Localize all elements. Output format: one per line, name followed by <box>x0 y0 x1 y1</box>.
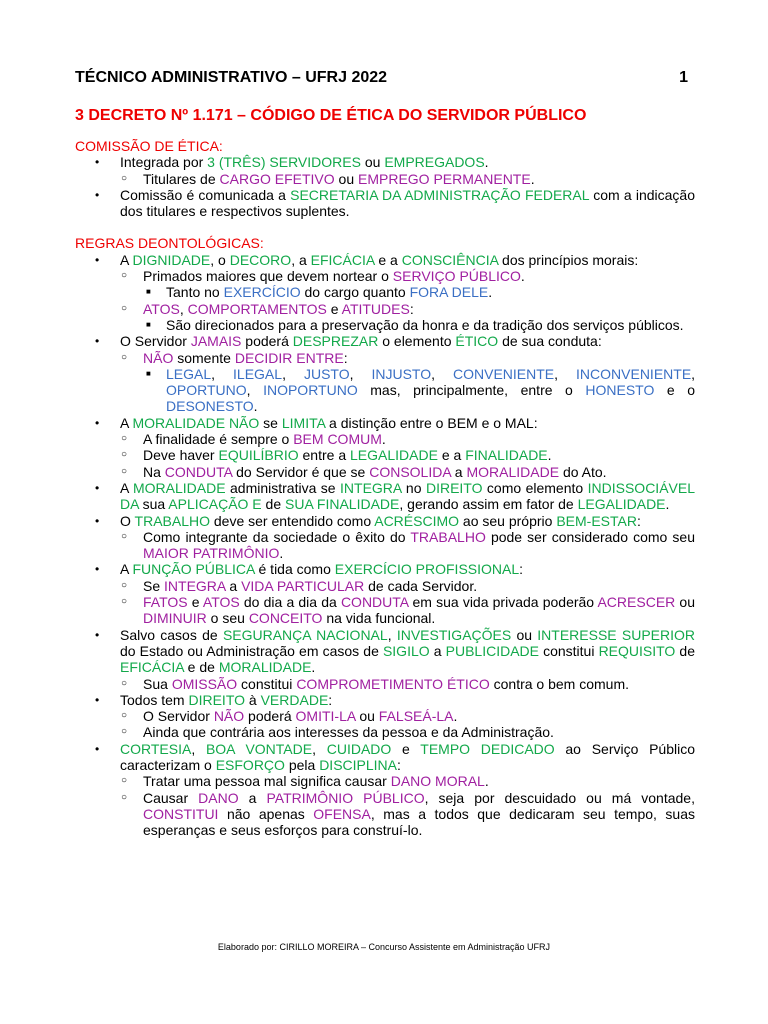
text-run: A <box>120 479 133 496</box>
highlighted-term: LEGALIDADE <box>577 496 666 513</box>
text-run: , <box>691 365 696 382</box>
highlighted-term: COMPORTAMENTOS <box>187 300 327 317</box>
bullet-item <box>75 154 695 170</box>
text-run: e o <box>654 382 696 399</box>
highlighted-term: INOPORTUNO <box>263 382 358 399</box>
highlighted-term: INCONVENIENTE <box>576 365 692 382</box>
bullet-item <box>75 627 695 676</box>
highlighted-term: BOA VONTADE <box>205 740 313 757</box>
highlighted-term: EXERCÍCIO <box>223 284 301 301</box>
text-run: , <box>179 300 188 317</box>
text-run: e a <box>437 447 466 464</box>
text-run: A finalidade é sempre o <box>143 431 294 448</box>
text-run: não apenas <box>218 805 314 822</box>
text-run: Como integrante da sociedade o êxito do <box>143 528 411 545</box>
text-run: O <box>120 512 135 529</box>
text-run: a <box>450 463 467 480</box>
text-run: , gerando assim em fator de <box>399 496 578 513</box>
text-run: e <box>326 300 342 317</box>
sub-bullet-item <box>75 708 695 724</box>
highlighted-term: ATITUDES <box>341 300 410 317</box>
highlighted-term: FATOS <box>143 594 188 611</box>
highlighted-term: ACRÉSCIMO <box>374 512 460 529</box>
text-run: do Ato. <box>559 463 607 480</box>
text-run: do dia a dia da <box>239 594 341 611</box>
text-run: ou <box>511 626 538 643</box>
highlighted-term: MORALIDADE <box>466 463 560 480</box>
highlighted-term: OMISSÃO <box>171 675 238 692</box>
text-run: do cargo quanto <box>300 284 410 301</box>
text-run: Primados maiores que devem nortear o <box>143 268 393 285</box>
text-run: : <box>636 512 641 529</box>
highlighted-term: DIREITO <box>188 691 246 708</box>
text-run: . <box>453 708 458 725</box>
highlighted-term: OFENSA <box>313 805 371 822</box>
sub-bullet-item <box>75 578 695 594</box>
text-run: e a <box>374 251 402 268</box>
sub-bullet-item <box>75 594 695 627</box>
text-run: a <box>225 577 242 594</box>
highlighted-term: OPORTUNO <box>166 382 247 399</box>
text-run: Todos tem <box>120 691 189 708</box>
sub-bullet-item <box>75 773 695 789</box>
text-run: na vida funcional. <box>322 610 436 627</box>
text-run: o elemento <box>378 333 456 350</box>
highlighted-term: EMPREGO PERMANENTE <box>358 170 531 187</box>
highlighted-term: DANO <box>198 789 239 806</box>
text-run: ao seu próprio <box>459 512 557 529</box>
highlighted-term: LIMITA <box>281 414 326 431</box>
text-run: , <box>211 365 234 382</box>
text-run: dos princípios morais: <box>498 251 639 268</box>
text-run: em sua vida privada poderão <box>408 594 598 611</box>
highlighted-term: CONDUTA <box>340 594 409 611</box>
text-run: à <box>245 691 261 708</box>
highlighted-term: VIDA PARTICULAR <box>241 577 365 594</box>
highlighted-term: 3 (TRÊS) SERVIDORES <box>207 154 361 171</box>
text-run: é tida como <box>254 561 335 578</box>
text-run: . <box>547 447 552 464</box>
text-run: O Servidor <box>143 708 214 725</box>
highlighted-term: ÉTICO <box>455 333 499 350</box>
highlighted-term: INDISSOCIÁVEL DA <box>120 479 695 513</box>
text-run: Deve haver <box>143 447 219 464</box>
bullet-item <box>75 187 695 220</box>
bullet-item <box>75 252 695 268</box>
page-header <box>75 68 695 88</box>
highlighted-term: SIGILO <box>382 642 430 659</box>
text-run: São direcionados para a preservação da honra e da tradição dos serviços públicos. <box>166 316 684 333</box>
text-run: , <box>282 365 304 382</box>
sub-bullet-item <box>75 790 695 839</box>
highlighted-term: SERVIÇO PÚBLICO <box>392 268 521 285</box>
text-run: ou <box>360 154 385 171</box>
text-run: sua <box>138 496 169 513</box>
highlighted-term: DESPREZAR <box>292 333 379 350</box>
text-run: : <box>328 691 333 708</box>
sub-bullet-item <box>75 676 695 692</box>
highlighted-term: EMPREGADOS <box>384 154 485 171</box>
text-run: a <box>238 789 267 806</box>
highlighted-term: DISCIPLINA <box>319 756 397 773</box>
page-number: 1 <box>679 69 688 86</box>
sub-bullet-item <box>75 431 695 447</box>
highlighted-term: ATOS <box>143 300 180 317</box>
bullet-item <box>75 561 695 577</box>
bullet-item <box>75 415 695 431</box>
text-run: como elemento <box>482 479 588 496</box>
text-run: poderá <box>241 333 293 350</box>
highlighted-term: DIMINUIR <box>143 610 207 627</box>
highlighted-term: TEMPO DEDICADO <box>420 740 555 757</box>
text-run: se <box>259 414 282 431</box>
highlighted-term: MORALIDADE <box>132 414 226 431</box>
highlighted-term: INVESTIGAÇÕES <box>396 626 512 643</box>
highlighted-term: FUNÇÃO PÚBLICA <box>132 561 255 578</box>
sub-bullet-item <box>75 350 695 366</box>
text-run: Titulares de <box>143 170 220 187</box>
highlighted-term: SECRETARIA DA ADMINISTRAÇÃO FEDERAL <box>290 186 589 203</box>
section-heading: COMISSÃO DE ÉTICA: <box>75 138 223 154</box>
highlighted-term: PATRIMÔNIO PÚBLICO <box>266 789 425 806</box>
text-run: . <box>253 398 258 415</box>
highlighted-term: PUBLICIDADE <box>445 642 539 659</box>
text-run: pode ser considerado como seu <box>485 528 696 545</box>
text-run: , <box>246 382 264 399</box>
highlighted-term: BEM-ESTAR <box>556 512 637 529</box>
highlighted-term: FALSEÁ-LA <box>378 708 454 725</box>
text-run: Comissão é comunicada a <box>120 186 291 203</box>
text-run: : <box>397 756 401 773</box>
header-title: TÉCNICO ADMINISTRATIVO – UFRJ 2022 <box>75 69 388 86</box>
highlighted-term: DIREITO <box>425 479 483 496</box>
sub-bullet-item <box>75 268 695 284</box>
highlighted-term: JAMAIS <box>190 333 242 350</box>
sub-sub-bullet-item <box>75 284 695 300</box>
text-run: Na <box>143 463 165 480</box>
highlighted-term: MORALIDADE <box>218 659 312 676</box>
text-run: : <box>409 300 414 317</box>
text-run: A <box>120 414 133 431</box>
text-run: mas, principalmente, entre o <box>357 382 586 399</box>
text-run: : <box>519 561 524 578</box>
text-run: somente <box>173 349 235 366</box>
highlighted-term: NÃO <box>213 708 245 725</box>
highlighted-term: INTEGRA <box>164 577 226 594</box>
highlighted-term: EFICÁCIA <box>120 659 184 676</box>
highlighted-term: FINALIDADE <box>465 447 548 464</box>
highlighted-term: INTEGRA <box>340 479 402 496</box>
sub-bullet-item <box>75 724 695 740</box>
sub-bullet-item <box>75 447 695 463</box>
highlighted-term: EFICÁCIA <box>310 251 375 268</box>
highlighted-term: NÃO <box>143 349 174 366</box>
text-run: , a <box>291 251 311 268</box>
text-run: entre a <box>298 447 350 464</box>
text-run: poderá <box>244 708 296 725</box>
text-run: constitui <box>539 642 599 659</box>
text-run: ou <box>355 708 379 725</box>
text-run: Ainda que contrária aos interesses da pessoa e da Administração. <box>143 724 554 741</box>
text-run: O Servidor <box>120 333 191 350</box>
sub-sub-bullet-item <box>75 317 695 333</box>
text-run: , o <box>210 251 230 268</box>
text-run: a <box>429 642 446 659</box>
highlighted-term: TRABALHO <box>134 512 210 529</box>
text-run: Integrada por <box>120 154 208 171</box>
highlighted-term: ESFORÇO <box>215 756 285 773</box>
text-run: a distinção entre o BEM e o MAL: <box>325 414 538 431</box>
text-run: . <box>665 496 670 513</box>
text-run: . <box>381 431 386 448</box>
highlighted-term: EXERCÍCIO PROFISSIONAL <box>334 561 520 578</box>
highlighted-term: INJUSTO <box>371 365 432 382</box>
highlighted-term: CORTESIA <box>120 740 192 757</box>
highlighted-term: SUA FINALIDADE <box>285 496 400 513</box>
sub-sub-bullet-item <box>75 366 695 415</box>
text-run: no <box>401 479 426 496</box>
highlighted-term: CARGO EFETIVO <box>219 170 335 187</box>
sub-bullet-item <box>75 464 695 480</box>
text-run: Causar <box>143 789 199 806</box>
text-run: . <box>279 545 284 562</box>
highlighted-term: JUSTO <box>303 365 350 382</box>
text-run: , <box>554 365 577 382</box>
highlighted-term: MAIOR PATRIMÔNIO <box>143 545 280 562</box>
text-run: e <box>187 594 203 611</box>
highlighted-term: COMPROMETIMENTO ÉTICO <box>296 675 490 692</box>
text-run: Tratar uma pessoa mal significa causar <box>143 773 391 790</box>
text-run: pela <box>284 756 320 773</box>
text-run: , seja por descuidado ou má vontade, <box>424 789 695 806</box>
highlighted-term: INTERESSE SUPERIOR <box>537 626 696 643</box>
text-run: : <box>343 349 348 366</box>
text-run: . <box>484 773 489 790</box>
text-run: A <box>120 251 133 268</box>
highlighted-term: NÃO <box>228 414 260 431</box>
text-run: ou <box>675 594 695 611</box>
text-run: , <box>191 740 206 757</box>
highlighted-term: CONSOLIDA <box>369 463 451 480</box>
text-run: ou <box>334 170 358 187</box>
text-run: . <box>311 659 316 676</box>
text-run: e <box>391 740 421 757</box>
highlighted-term: CONDUTA <box>164 463 233 480</box>
text-run: . <box>488 284 493 301</box>
text-run: A <box>120 561 133 578</box>
highlighted-term: OMITI-LA <box>295 708 356 725</box>
highlighted-term: ACRESCER <box>597 594 676 611</box>
text-run: . <box>484 154 489 171</box>
highlighted-term: APLICAÇÃO E <box>168 496 262 513</box>
highlighted-term: ILEGAL <box>233 365 283 382</box>
highlighted-term: FORA DELE <box>409 284 489 301</box>
highlighted-term: CONSTITUI <box>143 805 219 822</box>
highlighted-term: CONVENIENTE <box>453 365 555 382</box>
text-run: Sua <box>143 675 172 692</box>
highlighted-term: LEGAL <box>166 365 212 382</box>
highlighted-term: HONESTO <box>585 382 655 399</box>
text-run: de sua conduta: <box>498 333 602 350</box>
text-run: , <box>312 740 327 757</box>
highlighted-term: DECORO <box>229 251 292 268</box>
text-run: de <box>675 642 695 659</box>
highlighted-term: LEGALIDADE <box>350 447 438 464</box>
text-run: contra o bem comum. <box>489 675 630 692</box>
highlighted-term: MORALIDADE <box>133 479 226 496</box>
sub-bullet-item <box>75 301 695 317</box>
highlighted-term: BEM COMUM <box>293 431 382 448</box>
bullet-item <box>75 333 695 349</box>
section-heading: REGRAS DEONTOLÓGICAS: <box>75 235 264 252</box>
text-run: , <box>387 626 397 643</box>
highlighted-term: DESONESTO <box>166 398 254 415</box>
bullet-item <box>75 513 695 529</box>
text-run: . <box>530 170 535 187</box>
text-run: do Servidor é que se <box>232 463 370 480</box>
highlighted-term: EQUILÍBRIO <box>218 447 299 464</box>
bullet-item <box>75 741 695 774</box>
text-run: Tanto no <box>166 284 224 301</box>
text-run: o seu <box>206 610 249 627</box>
text-run: com a indicação dos titulares e respectivos suplentes. <box>120 186 695 220</box>
text-run: Salvo casos de <box>120 626 223 643</box>
text-run: ao Serviço Público caracterizam o <box>120 740 696 773</box>
highlighted-term: TRABALHO <box>410 528 486 545</box>
highlighted-term: DIGNIDADE <box>132 251 211 268</box>
text-run: . <box>520 268 525 285</box>
text-run: do Estado ou Administração em casos de <box>120 642 383 659</box>
text-run: administrativa se <box>225 479 341 496</box>
text-run: deve ser entendido como <box>210 512 375 529</box>
bullet-item <box>75 480 695 513</box>
text-run: Se <box>143 577 165 594</box>
highlighted-term: CONSCIÊNCIA <box>401 251 499 268</box>
highlighted-term: CUIDADO <box>326 740 392 757</box>
highlighted-term: SEGURANÇA NACIONAL <box>222 626 388 643</box>
highlighted-term: CONCEITO <box>248 610 323 627</box>
text-run: de <box>261 496 286 513</box>
text-run: constitui <box>237 675 297 692</box>
document-page <box>75 68 695 838</box>
text-run: de cada Servidor. <box>364 577 478 594</box>
page-footer: Elaborado por: CIRILLO MOREIRA – Concurso Assistente em Administração UFRJ <box>217 942 551 952</box>
document-body <box>75 138 695 838</box>
highlighted-term: DECIDIR ENTRE <box>234 349 344 366</box>
highlighted-term: VERDADE <box>260 691 329 708</box>
highlighted-term: DANO MORAL <box>390 773 485 790</box>
sub-bullet-item <box>75 529 695 562</box>
text-run: , <box>431 365 454 382</box>
highlighted-term: ATOS <box>202 594 240 611</box>
document-title: 3 DECRETO Nº 1.171 – CÓDIGO DE ÉTICA DO SERVIDOR PÚBLICO <box>75 107 587 124</box>
highlighted-term: REQUISITO <box>598 642 676 659</box>
bullet-item <box>75 692 695 708</box>
sub-bullet-item <box>75 171 695 187</box>
text-run: , mas a todos que dedicaram seu tempo, suas esperanças e seus esforços para construí-lo. <box>143 805 695 839</box>
text-run: e de <box>183 659 219 676</box>
text-run: , <box>349 365 372 382</box>
